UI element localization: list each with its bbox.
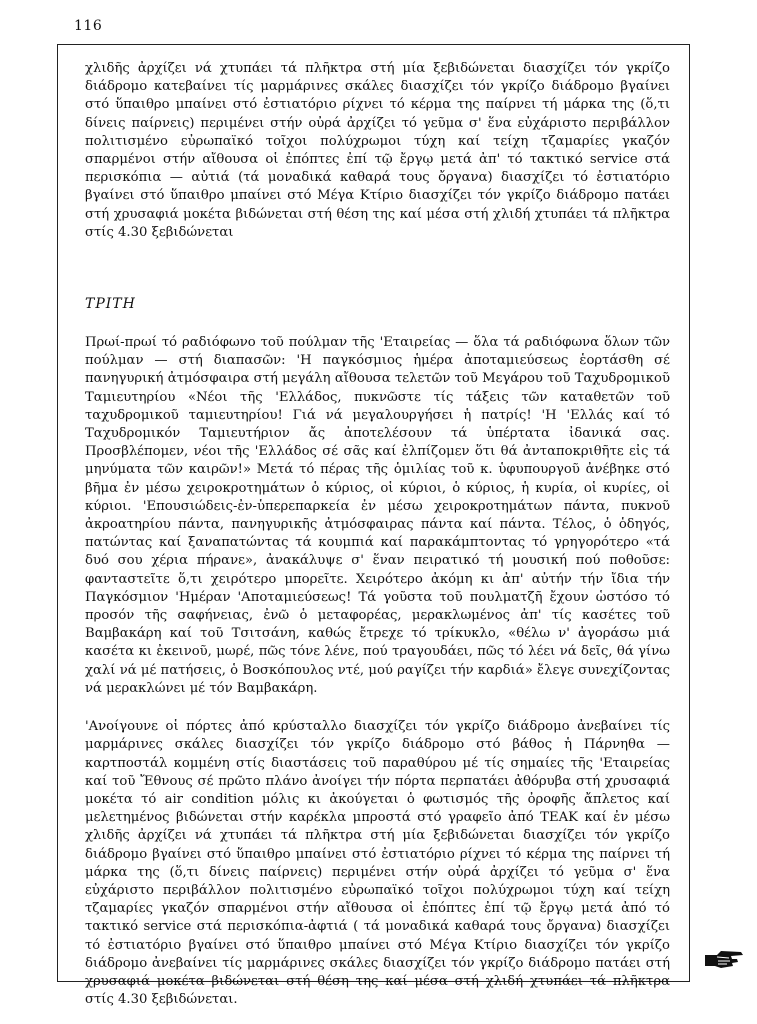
paragraph-3: 'Ανοίγουνε οἱ πόρτες ἀπό κρύσταλλο διασχίζει τόν γκρίζο διάδρομο ἀνεβαίνει τίς μαρμάρινες σκάλες διασχίζει τόν γκρίζο διάδρομο στό βάθος ἡ Πάρνηθα — καρτποστάλ κομμένη στίς διαστάσεις τοῦ παραθύρου μέ τίς σημαίες τῆς 'Εταιρείας καί τοῦ Ἔθνους σέ πρῶτο πλάνο ἀνοίγει τήν πόρτα περπατάει ἀθόρυβα στή χρυσαφιά μοκέτα τό air condition μόλις κι ἀκούγεται ὁ φωτισμός τῆς ὀροφῆς ἄπλετος καί μελετημένος βιδώνεται στήν καρέκλα μπροστά στό γραφεῖο ἀπό TEAK καί ἐν μέσω χλιδῆς ἀρχίζει νά χτυπάει τά πλῆκτρα στή μία ξεβιδώνεται διασχίζει τόν γκρίζο διάδρομο βγαίνει στό ὕπαιθρο μπαίνει στό ἐστιατόριο ρίχνει τό κέρμα της παίρνει τή μάρκα της (ὅ,τι δίνεις παίρνεις) περιμένει στήν οὐρά ἀρχίζει τό γεῦμα σ' ἕνα εὐχάριστο περιβάλλον πολιτισμένο εὐρωπαϊκό τοῖχοι πολύχρωμοι τύχη καί τείχη τζαμαρίες γκαζόν σπαρμένοι στήν αἴθουσα οἱ ἐπόπτες ἐπί τῷ ἔργῳ μετά ἀπό τό τακτικό service στά περισκόπια-ἀφτιά ( τά μοναδικά καθαρά τους ὄργανα) διασχίζει τό ἐστιατόριο βγαίνει στό ὕπαιθρο μπαίνει στό Μέγα Κτίριο διασχίζει τόν γκρίζο διάδρομο ἀνεβαίνει τίς μαρμάρινες σκάλες διασχίζει τόν γκρίζο διάδρομο πατάει στή χρυσαφιά μοκέτα βιδώνεται στή θέση της καί μέσα στή χλιδή χτυπάει τά πλῆκτρα στίς 4.30 ξεβιδώνεται. <box>85 719 670 1008</box>
page-content <box>85 60 670 1009</box>
paragraph-2: Πρωί-πρωί τό ραδιόφωνο τοῦ πούλμαν τῆς 'Εταιρείας — ὅλα τά ραδιόφωνα ὅλων τῶν πούλμαν — στή διαπασῶν: 'Η παγκόσμιος ἡμέρα ἀποταμιεύσεως ἑορτάσθη σέ πανηγυρική ἀτμόσφαιρα στή μεγάλη αἴθουσα τελετῶν τοῦ Μεγάρου τοῦ Ταχυδρομικοῦ Ταμιευτηρίου «Νέοι τῆς 'Ελλάδος, πυκνῶστε τίς τάξεις τῶν καταθετῶν τοῦ ταχυδρομικοῦ ταμιευτηρίου! Γιά νά μεγαλουργήσει ἡ πατρίς! 'Η 'Ελλάς καί τό Ταχυδρομικόν Ταμιευτήριον ἄς ἀποτελέσουν τά ὑπέρτατα ἰδανικά σας. Προσβλέπομεν, νέοι τῆς 'Ελλάδος σέ σᾶς καί ἐλπίζομεν ὅτι θά ἀνταποκριθῆτε εἰς τά μηνύματα τῶν καιρῶν!» Μετά τό πέρας τῆς ὁμιλίας τοῦ κ. ὑφυπουργοῦ ἀνέβηκε στό βῆμα ἐν μέσω χειροκροτημάτων ὁ κύριος, οἱ κύριοι, ὁ κύριος, ἡ κυρία, οἱ κυρίες, οἱ κύριοι. 'Επουσιώδεις-ἐν-ὑπερεπαρκεία ἐν μέσω χειροκροτημάτων πάντα, πυκνοῦ ἀκροατηρίου πάντα, πανηγυρικῆς ἀτμόσφαιρας πάντα καί πάντα. Τέλος, ὁ ὁδηγός, πατώντας καί ξαναπατώντας τά κουμπιά καί παρακάμπτοντας τό γρηγορότερο «τά δυό σου χέρια πήρανε», ἀνακάλυψε σ' ἕναν πειρατικό τή μουσική πού ποθοῦσε: φανταστεῖτε ὅ,τι χειρότερο μπορεῖτε. Χειρότερο ἀκόμη κι ἀπ' αὐτήν τήν ἴδια τήν Παγκόσμιον 'Ημέραν 'Αποταμιεύσεως! Τά γοῦστα τοῦ πουλματζῆ ἔχουν ὡστόσο τό προσόν τῆς σαφήνειας, ἐνῶ ὁ μεταφορέας, μερακλωμένος ἀπ' τίς κασέτες τοῦ Βαμβακάρη καί τοῦ Τσιτσάνη, καθώς ἔτρεχε τό τρίκυκλο, «θέλω ν' ἀγοράσω μιά κασέτα κι ἐκεινοῦ, μωρέ, πῶς τόνε λένε, πού τραγουδάει, πῶς τό λέει νά δεῖς, θά γίνω χαλί νά μέ πατήσεις, ὁ Βοσκόπουλος ντέ, μού ραγίζει τήν καρδιά» ἔλεγε συνεχίζοντας νά μερακλώνει μέ τόν Βαμβακάρη. <box>85 335 670 696</box>
section-heading: ΤΡΙΤΗ <box>85 296 136 313</box>
pointing-hand-icon <box>703 946 745 972</box>
paragraph-1: χλιδῆς ἀρχίζει νά χτυπάει τά πλῆκτρα στή μία ξεβιδώνεται διασχίζει τόν γκρίζο διάδρομο κατεβαίνει τίς μαρμάρινες σκάλες διασχίζει τόν γκρίζο διάδρομο βγαίνει στό ὕπαιθρο μπαίνει στό ἐστιατόριο ρίχνει τό κέρμα της παίρνει τή μάρκα της (ὅ,τι δίνεις παίρνεις) περιμένει στήν οὐρά ἀρχίζει τό γεῦμα σ' ἕνα εὐχάριστο περιβάλλον πολιτισμένο εὐρωπαϊκό τοῖχοι πολύχρωμοι τύχη καί τείχη τζαμαρίες γκαζόν σπαρμένοι στήν αἴθουσα οἱ ἐπόπτες ἐπί τῷ ἔργῳ μετά ἀπ' τό τακτικό service στά περισκόπια — αὐτιά (τά μοναδικά καθαρά τους ὄργανα) διασχίζει τό ἐστιατόριο βγαίνει στό ὕπαιθρο μπαίνει στό Μέγα Κτίριο διασχίζει τόν γκρίζο διάδρομο πατάει στή χρυσαφιά μοκέτα βιδώνεται στή θέση της καί μέσα στή χλιδή χτυπάει τά πλῆκτρα στίς 4.30 ξεβιδώνεται <box>85 61 670 240</box>
page-number: 116 <box>74 18 103 34</box>
